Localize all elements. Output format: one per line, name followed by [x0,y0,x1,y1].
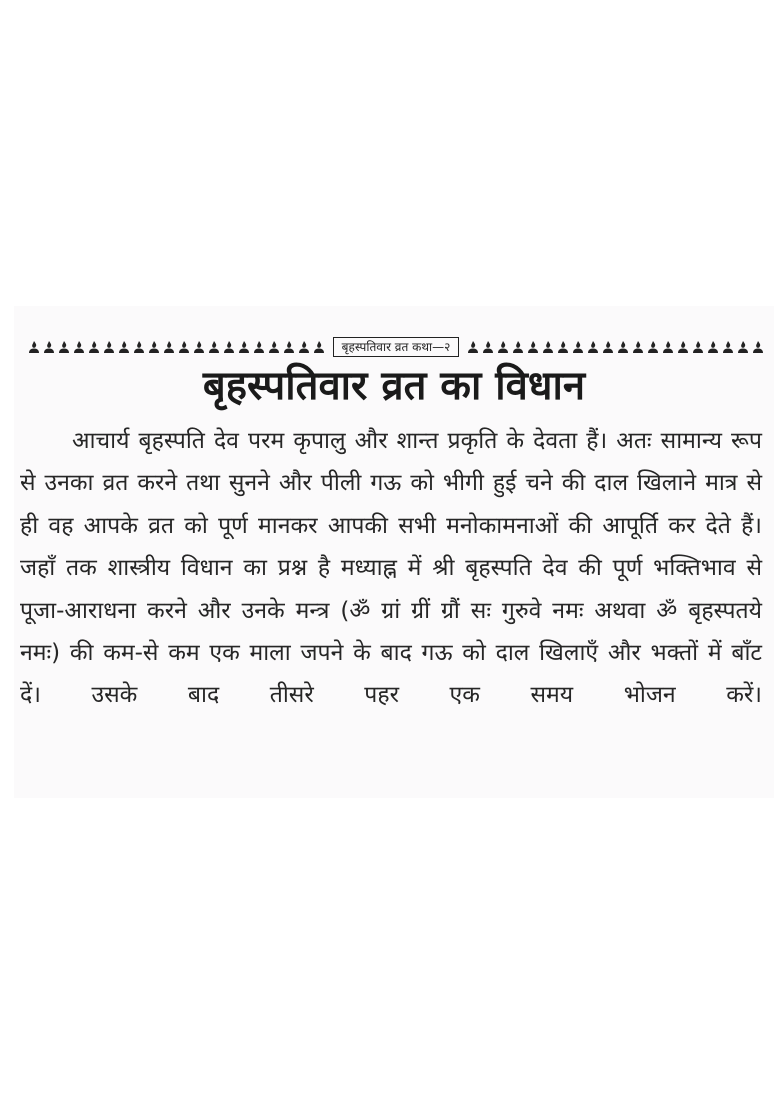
running-head: बृहस्पतिवार व्रत कथा—२ [333,337,460,357]
flame-ornament-icon [58,340,70,354]
flame-ornament-icon [572,340,584,354]
flame-ornament-icon [632,340,644,354]
flame-ornament-icon [617,340,629,354]
flame-ornament-icon [118,340,130,354]
flame-ornament-icon [313,340,325,354]
flame-ornament-icon [707,340,719,354]
flame-ornament-icon [752,340,764,354]
page-title: बृहस्पतिवार व्रत का विधान [202,363,586,409]
flame-ornament-icon [208,340,220,354]
flame-ornament-icon [73,340,85,354]
flame-ornament-icon [497,340,509,354]
flame-ornament-icon [737,340,749,354]
flame-ornament-icon [148,340,160,354]
ornament-group-left [28,340,325,354]
flame-ornament-icon [178,340,190,354]
flame-ornament-icon [587,340,599,354]
header-ornament-row [28,334,764,360]
flame-ornament-icon [283,340,295,354]
flame-ornament-icon [542,340,554,354]
flame-ornament-icon [482,340,494,354]
flame-ornament-icon [193,340,205,354]
flame-ornament-icon [692,340,704,354]
flame-ornament-icon [163,340,175,354]
flame-ornament-icon [133,340,145,354]
flame-ornament-icon [43,340,55,354]
flame-ornament-icon [103,340,115,354]
flame-ornament-icon [28,340,40,354]
flame-ornament-icon [557,340,569,354]
flame-ornament-icon [662,340,674,354]
flame-ornament-icon [512,340,524,354]
flame-ornament-icon [602,340,614,354]
flame-ornament-icon [253,340,265,354]
scanned-book-page [14,306,774,798]
body-paragraph: आचार्य बृहस्पति देव परम कृपालु और शान्त प्रकृति के देवता हैं। अतः सामान्य रूप से उनका व्रत करने तथा सुनने और पीली गऊ को भीगी हुई चने की दाल खिलाने मात्र से ही वह आपके व्रत को पूर्ण मानकर आपकी सभी मनोकामनाओं की आपूर्ति कर देते हैं। जहाँ तक शास्त्रीय विधान का प्रश्न है मध्याह्न में श्री बृहस्पति देव की पूर्ण भक्तिभाव से पूजा-आराधना करने और उनके मन्त्र (ॐ ग्रां ग्रीं ग्रौं सः गुरुवे नमः अथवा ॐ बृहस्पतये नमः) की कम-से कम एक माला जपने के बाद गऊ को दाल खिलाएँ और भक्तों में बाँट दें। उसके बाद तीसरे पहर एक समय भोजन करें। [20,428,762,709]
flame-ornament-icon [722,340,734,354]
flame-ornament-icon [268,340,280,354]
flame-ornament-icon [238,340,250,354]
flame-ornament-icon [298,340,310,354]
flame-ornament-icon [467,340,479,354]
flame-ornament-icon [88,340,100,354]
flame-ornament-icon [223,340,235,354]
flame-ornament-icon [647,340,659,354]
flame-ornament-icon [527,340,539,354]
flame-ornament-icon [677,340,689,354]
ornament-group-right [467,340,764,354]
